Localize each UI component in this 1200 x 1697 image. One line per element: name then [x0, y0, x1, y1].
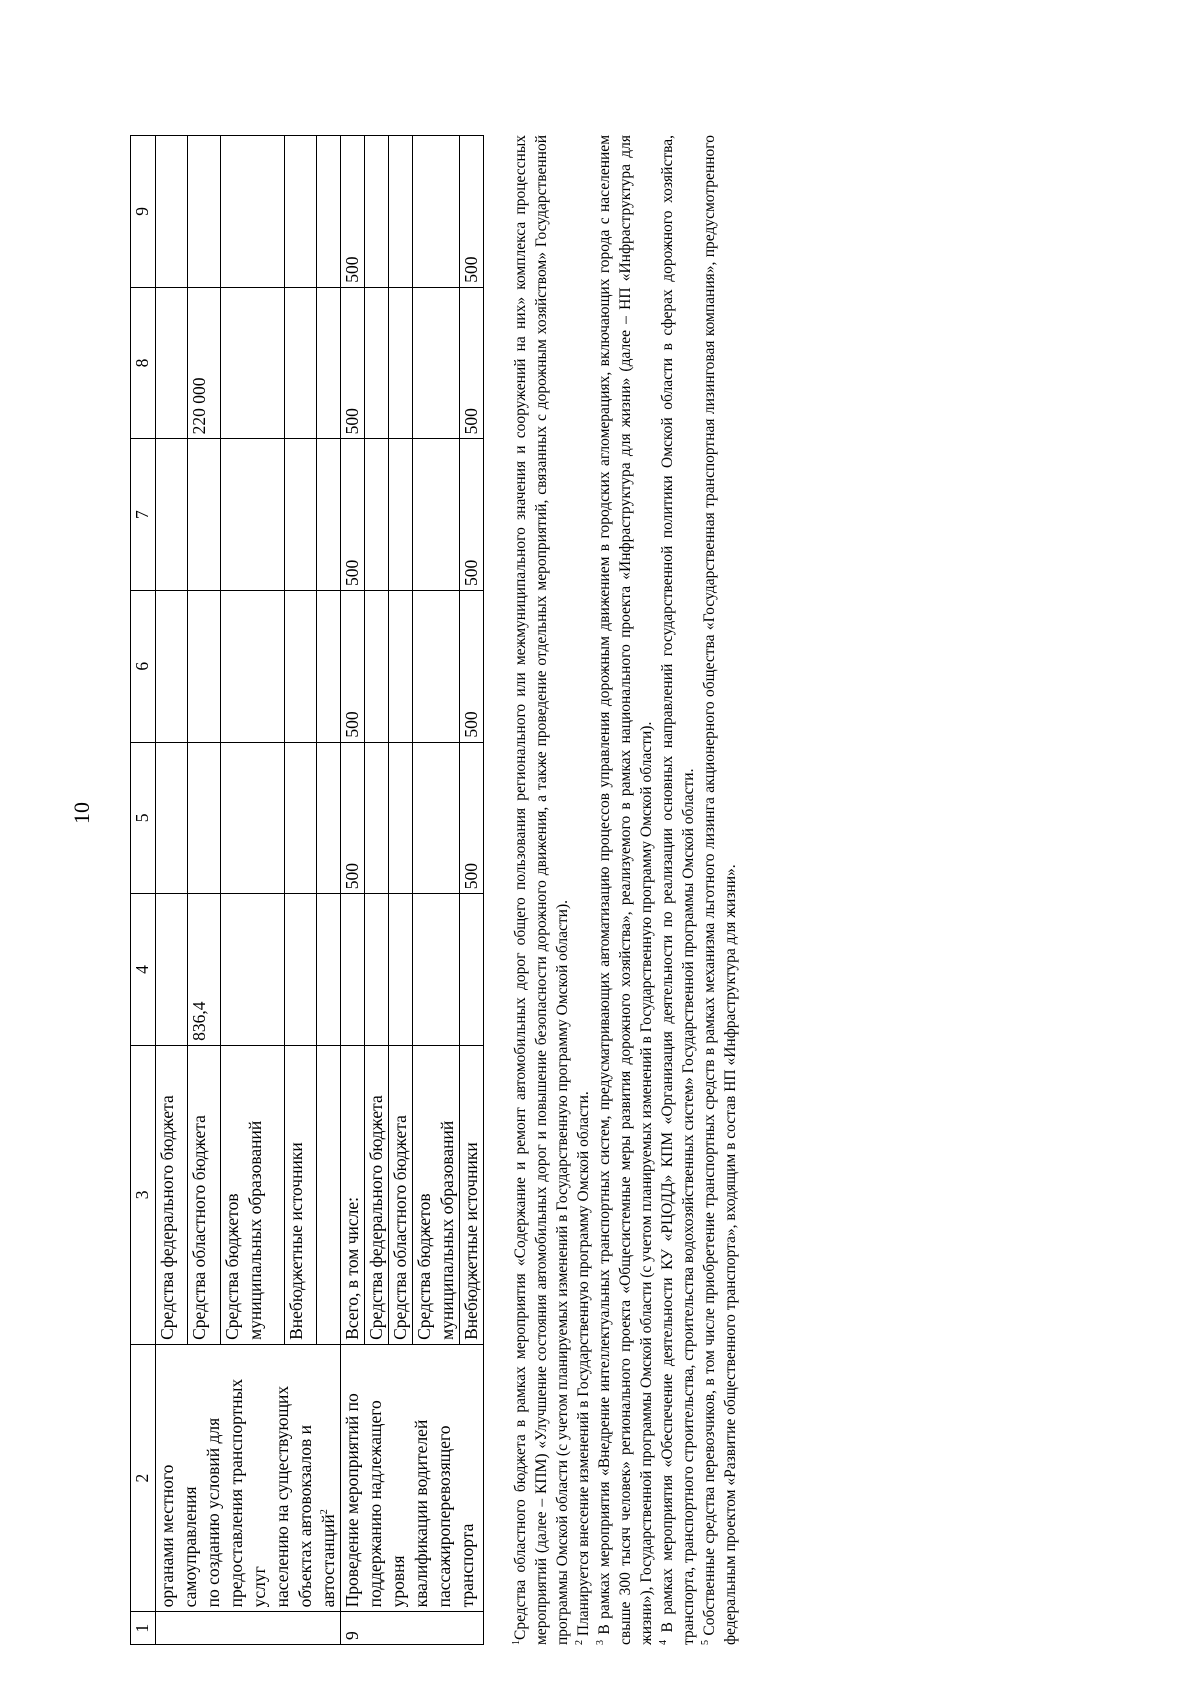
footnotes [510, 135, 741, 1645]
source-cell: Средства федерального бюджета [365, 1045, 389, 1344]
value-cell [389, 590, 413, 742]
description-line: объектах автовокзалов и [295, 1425, 315, 1608]
description-line: предоставления транспортных услуг [226, 1378, 269, 1608]
footnote-mark: 5 [699, 1640, 711, 1645]
value-cell: 500 [341, 439, 365, 591]
value-cell [220, 136, 284, 288]
footnote [699, 135, 741, 1645]
value-cell: 836,4 [188, 894, 220, 1046]
value-cell [220, 590, 284, 742]
footnote-mark: 2 [573, 1640, 585, 1645]
value-cell [284, 136, 316, 288]
source-line: муниципальных образований [437, 1120, 457, 1340]
value-cell: 500 [460, 742, 484, 894]
value-cell [156, 590, 188, 742]
block-a-number [156, 1612, 341, 1645]
source-cell: Всего, в том числе: [341, 1045, 365, 1344]
value-cell [284, 590, 316, 742]
footnote-text: Собственные средства перевозчиков, в том числе приобретение транспортных средств в рамках механизма льготного лизинга акционерного общества «Государственная транспортная лизинговая компания», предусмотренного федеральным проектом «Развитие общественного транспорта», входящим в состав НП «Инфраструктура для жизни». [701, 134, 739, 1645]
header-col-7: 7 [131, 439, 156, 591]
value-cell: 500 [341, 287, 365, 439]
value-cell [284, 894, 316, 1046]
value-cell [365, 590, 389, 742]
header-col-3: 3 [131, 1045, 156, 1344]
footnote-ref: 2 [319, 1509, 331, 1515]
value-cell: 500 [341, 590, 365, 742]
value-cell [341, 894, 365, 1046]
value-cell [365, 742, 389, 894]
description-line: по созданию условий для [203, 1417, 223, 1608]
description-line [317, 1349, 340, 1607]
source-line: Средства бюджетов [414, 1193, 434, 1340]
value-cell [413, 894, 460, 1046]
footnote-mark: 4 [657, 1640, 669, 1645]
header-col-6: 6 [131, 590, 156, 742]
header-col-8: 8 [131, 287, 156, 439]
value-cell [156, 894, 188, 1046]
value-cell [317, 136, 341, 288]
value-cell [188, 742, 220, 894]
value-cell [365, 439, 389, 591]
value-cell: 500 [460, 439, 484, 591]
footnote-text: В рамках мероприятия «Обеспечение деятельности КУ «РЦОДД» КПМ «Организация деятельности по реализации основных направлений государственной политики Омской области в сферах дорожного хозяйства, транспорта, транспортного строительства, строительства водохозяйственных систем» Государственной программы Омской области. [659, 135, 697, 1645]
value-cell: 500 [341, 742, 365, 894]
value-cell [317, 742, 341, 894]
source-cell [220, 1045, 284, 1344]
page-number: 10 [69, 802, 94, 824]
value-cell: 500 [460, 136, 484, 288]
value-cell: 220 000 [188, 287, 220, 439]
value-cell [317, 439, 341, 591]
block-b-description [341, 1344, 484, 1611]
description-line: населению на существующих [272, 1385, 292, 1608]
source-cell [317, 1045, 341, 1344]
description-text: автостанций [318, 1514, 338, 1608]
footnote-text: Средства областного бюджета в рамках мероприятия «Содержание и ремонт автомобильных дорог общего пользования регионального или межмуниципального значения и сооружений на них» комплекса процессных мероприятий (далее – КПМ) «Улучшение состояния автомобильных дорог и повышение безопасности дорожного движения, а также проведение отдельных мероприятий, связанных с дорожным хозяйством» Государственной программы Омской области (с учетом планируемых изменений в Государственную программу Омской области). [512, 135, 571, 1645]
value-cell [156, 439, 188, 591]
description-line: органами местного самоуправления [157, 1464, 200, 1608]
description-line: поддержанию надлежащего уровня [365, 1400, 408, 1608]
value-cell [413, 287, 460, 439]
value-cell [413, 136, 460, 288]
value-cell [284, 287, 316, 439]
header-col-4: 4 [131, 894, 156, 1046]
header-col-9: 9 [131, 136, 156, 288]
header-col-2: 2 [131, 1344, 156, 1611]
footnote [594, 135, 657, 1645]
value-cell [317, 287, 341, 439]
source-line: муниципальных образований [244, 1120, 265, 1340]
value-cell [156, 136, 188, 288]
value-cell [460, 894, 484, 1046]
source-cell: Внебюджетные источники [460, 1045, 484, 1344]
source-cell: Средства областного бюджета [188, 1045, 220, 1344]
footnote-mark: 1 [510, 1640, 522, 1645]
value-cell [188, 136, 220, 288]
value-cell [365, 287, 389, 439]
value-cell: 500 [341, 136, 365, 288]
value-cell: 500 [460, 590, 484, 742]
header-col-5: 5 [131, 742, 156, 894]
value-cell [413, 742, 460, 894]
description-line: Проведение мероприятий по [342, 1393, 362, 1608]
source-cell [413, 1045, 460, 1344]
value-cell [413, 439, 460, 591]
value-cell [156, 742, 188, 894]
source-cell: Внебюджетные источники [284, 1045, 316, 1344]
block-a-description [156, 1344, 341, 1611]
value-cell [413, 590, 460, 742]
rotated-page-content [130, 85, 1200, 1645]
footnote-text: В рамках мероприятия «Внедрение интеллектуальных транспортных систем, предусматривающих автоматизацию процессов управления дорожным движением в городских агломерациях, включающих города с населением свыше 300 тысяч человек» регионального проекта «Общесистемные меры развития дорожного хозяйства», реализуемого в рамках национального проекта «Инфраструктура для жизни» (далее – НП «Инфраструктура для жизни»), Государственной программы Омской области (с учетом планируемых изменений в Государственную программу Омской области). [596, 135, 655, 1645]
footnote-mark: 3 [594, 1640, 606, 1645]
value-cell: 500 [460, 287, 484, 439]
value-cell [389, 439, 413, 591]
value-cell [389, 742, 413, 894]
value-cell [389, 136, 413, 288]
table-header-row [131, 136, 156, 1645]
description-line: пассажироперевозящего транспорта [434, 1425, 477, 1608]
value-cell [220, 287, 284, 439]
footnote [510, 135, 573, 1645]
value-cell [188, 439, 220, 591]
value-cell [389, 287, 413, 439]
value-cell [156, 287, 188, 439]
value-cell [365, 894, 389, 1046]
value-cell [188, 590, 220, 742]
value-cell [220, 439, 284, 591]
footnote-text: Планируется внесение изменений в Государственную программу Омской области. [575, 1091, 592, 1637]
value-cell [365, 136, 389, 288]
header-col-1: 1 [131, 1612, 156, 1645]
table-row [156, 136, 188, 1645]
block-b-number: 9 [341, 1612, 484, 1645]
value-cell [220, 894, 284, 1046]
value-cell [317, 894, 341, 1046]
footnote [657, 135, 699, 1645]
source-line: Средства бюджетов [221, 1193, 242, 1340]
value-cell [284, 742, 316, 894]
footnote [573, 135, 594, 1645]
source-cell: Средства федерального бюджета [156, 1045, 188, 1344]
funding-table [130, 135, 484, 1645]
source-cell: Средства областного бюджета [389, 1045, 413, 1344]
value-cell [284, 439, 316, 591]
value-cell [317, 590, 341, 742]
value-cell [389, 894, 413, 1046]
description-line: квалификации водителей [411, 1419, 431, 1608]
table-row [341, 136, 365, 1645]
value-cell [220, 742, 284, 894]
